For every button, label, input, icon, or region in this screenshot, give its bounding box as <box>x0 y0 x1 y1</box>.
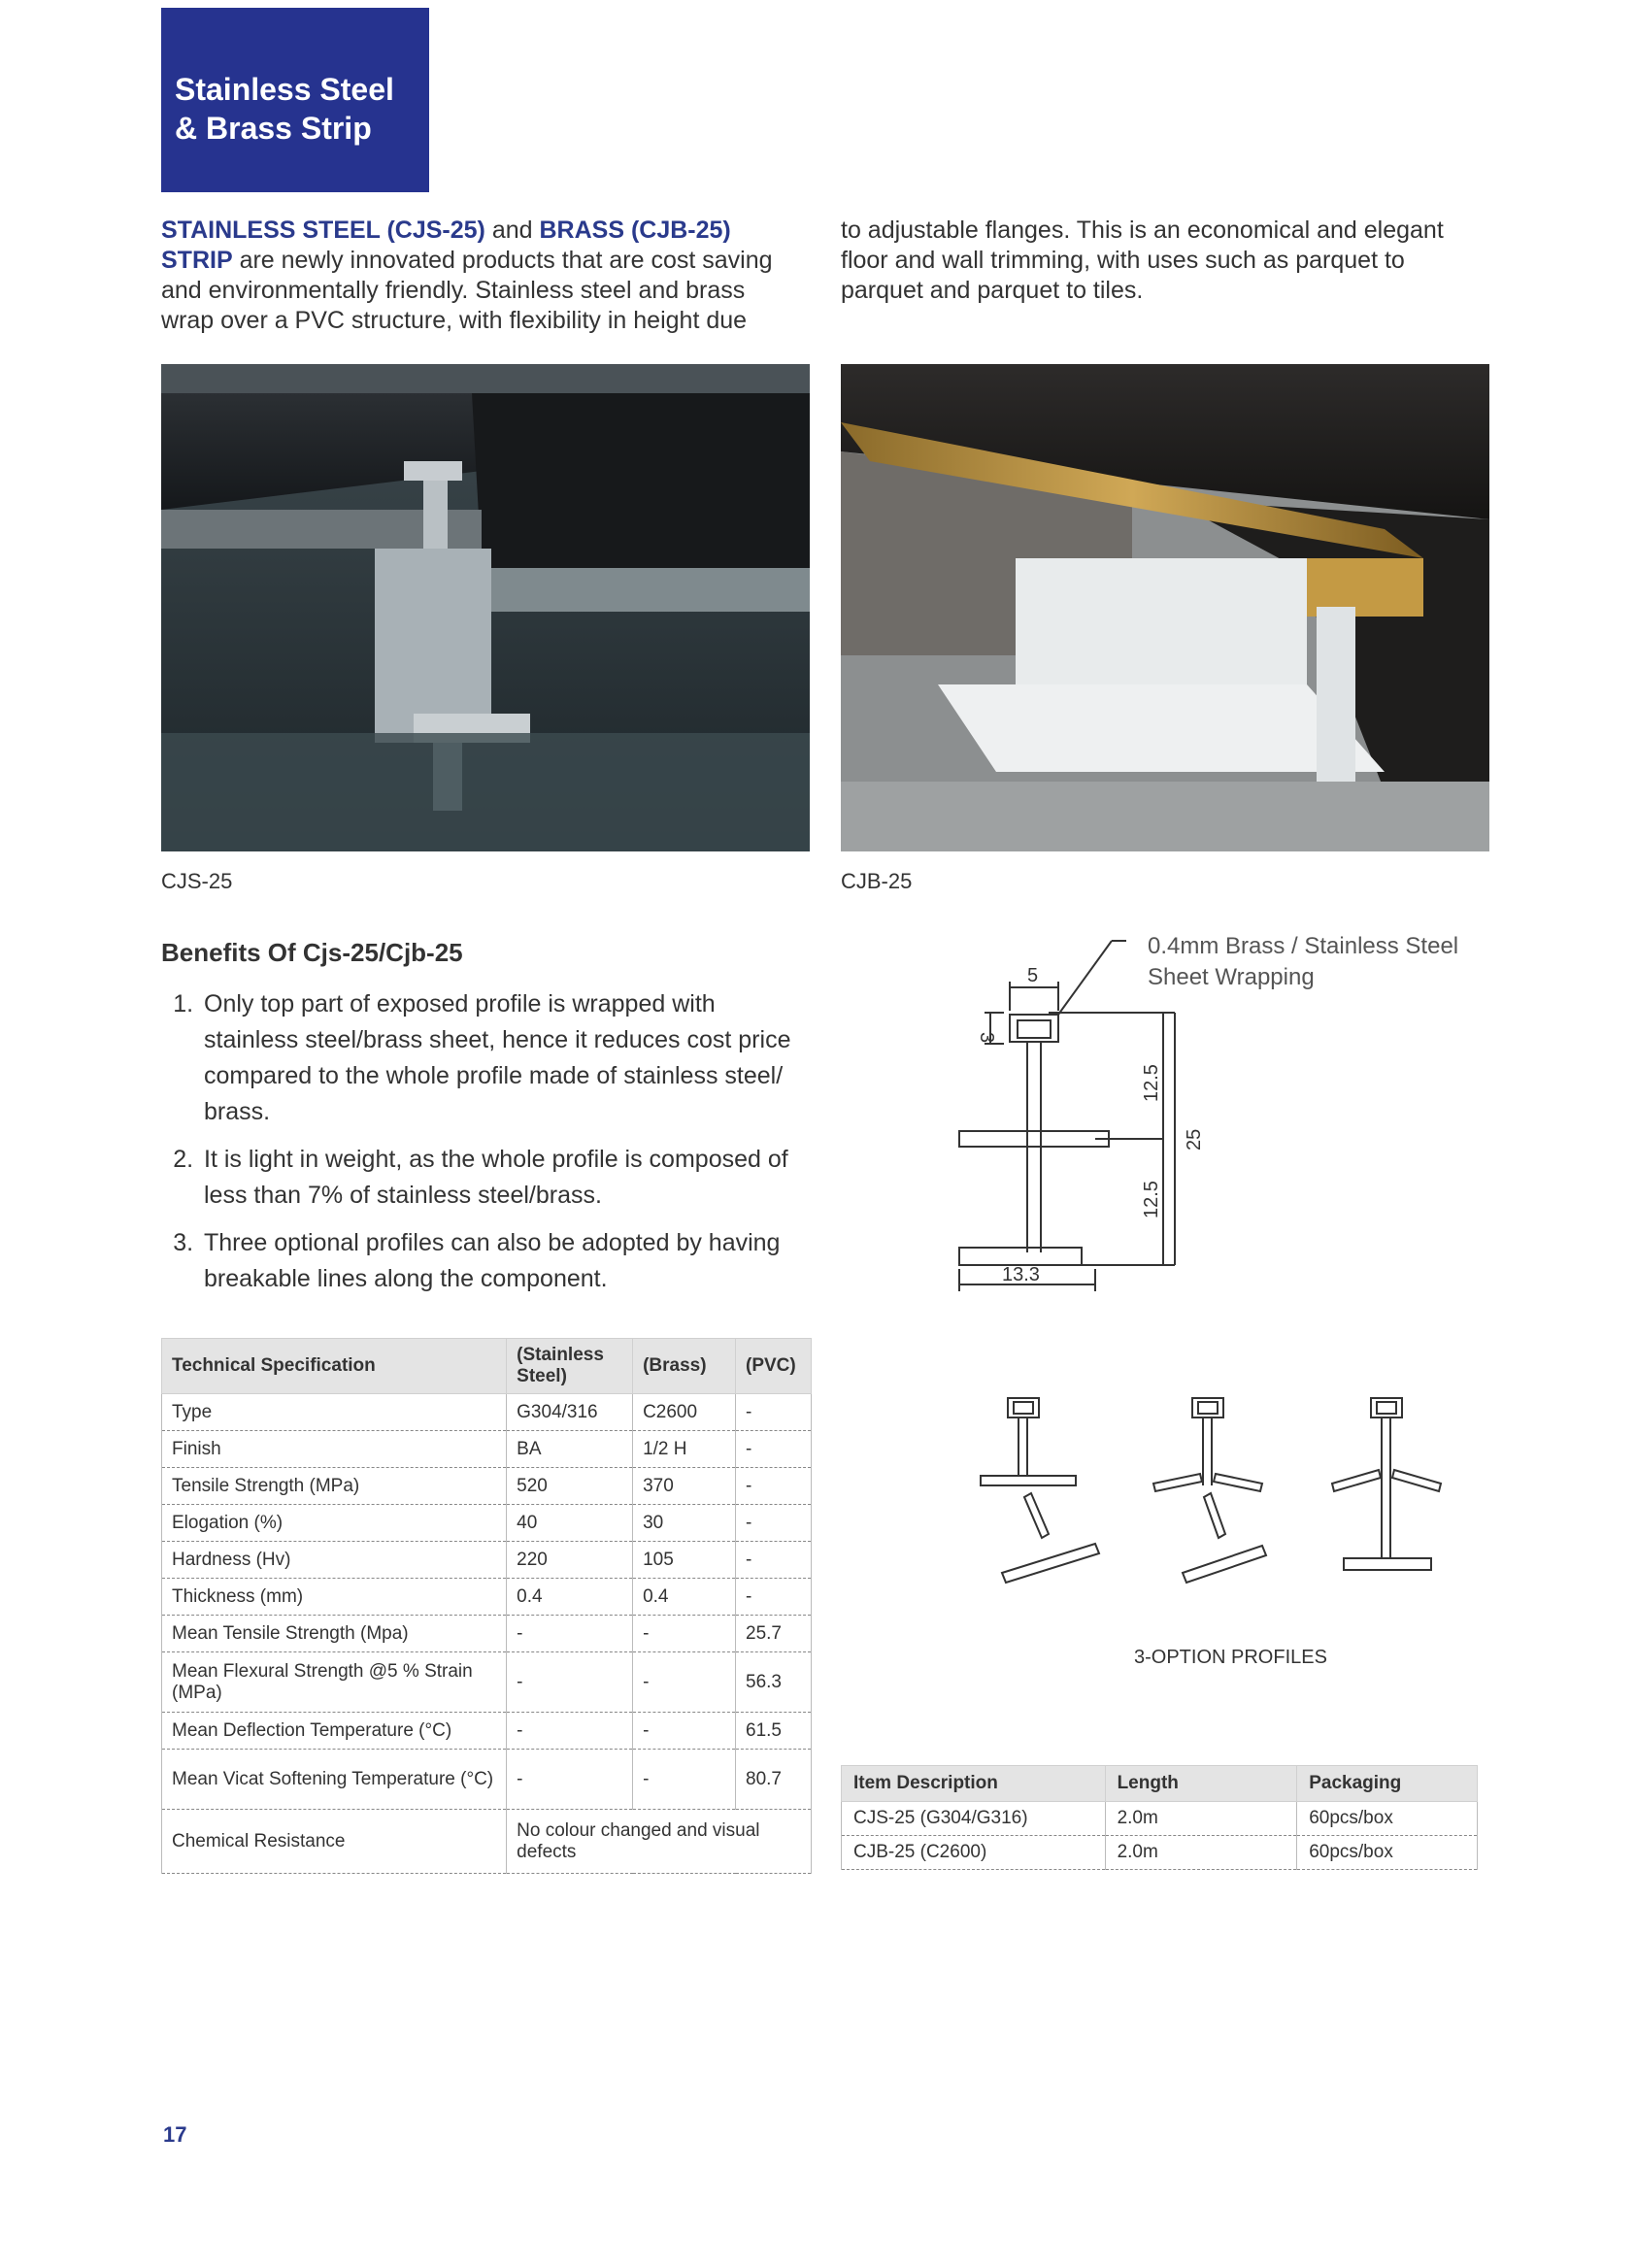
spec-cell: 56.3 <box>736 1652 812 1713</box>
dim-total: 25 <box>1184 1128 1205 1151</box>
spec-cell: BA <box>507 1431 633 1468</box>
benefit-item: 2. It is light in weight, as the whole profile is composed of less than 7% of stainless steel/brass. <box>200 1142 814 1214</box>
table-row <box>162 1394 812 1431</box>
table-row <box>162 1431 812 1468</box>
table-row <box>842 1836 1478 1870</box>
spec-cell: 0.4 <box>507 1579 633 1616</box>
spec-cell: - <box>736 1505 812 1542</box>
dim-lower: 12.5 <box>1141 1181 1162 1218</box>
spec-cell: Mean Vicat Softening Temperature (°C) <box>162 1750 507 1810</box>
table-row <box>162 1468 812 1505</box>
items-table-wrap <box>841 1765 1478 1870</box>
spec-cell: - <box>736 1542 812 1579</box>
spec-cell: Finish <box>162 1431 507 1468</box>
benefit-item: 1. Only top part of exposed profile is wrapped with stainless steel/brass sheet, hence it reduces cost price compared to the whole profile made of stainless steel/ brass. <box>200 986 814 1130</box>
spec-cell: 1/2 H <box>633 1431 736 1468</box>
spec-header: (Brass) <box>633 1339 736 1394</box>
table-row <box>162 1750 812 1810</box>
spec-cell: - <box>736 1579 812 1616</box>
caption-cjb-25: CJB-25 <box>841 869 913 893</box>
title-line-1: Stainless Steel <box>175 72 394 107</box>
wrapping-label-line2: Sheet Wrapping <box>1148 964 1315 990</box>
spec-cell: - <box>633 1713 736 1750</box>
spec-cell: 61.5 <box>736 1713 812 1750</box>
intro-text-left: are newly innovated products that are cost saving and environmentally friendly. Stainless steel and brass wrap over a PVC structure, with flexibility in height due <box>161 247 773 334</box>
spec-cell: - <box>507 1616 633 1652</box>
spec-cell: 25.7 <box>736 1616 812 1652</box>
photo-cjb-25 <box>841 364 1489 851</box>
spec-cell: - <box>736 1468 812 1505</box>
spec-header: Technical Specification <box>162 1339 507 1394</box>
spec-cell: 370 <box>633 1468 736 1505</box>
table-row <box>162 1616 812 1652</box>
spec-cell: 105 <box>633 1542 736 1579</box>
three-option-profiles <box>971 1388 1476 1612</box>
dim-base: 13.3 <box>1002 1264 1040 1285</box>
table-row <box>162 1505 812 1542</box>
spec-cell: C2600 <box>633 1394 736 1431</box>
intro-left <box>161 216 802 336</box>
items-cell: 2.0m <box>1105 1802 1297 1836</box>
table-row <box>162 1579 812 1616</box>
spec-table <box>161 1338 812 1874</box>
caption-cjs-25: CJS-25 <box>161 869 233 893</box>
dim-top: 5 <box>1027 965 1039 986</box>
dim-cap: 3 <box>976 1032 997 1044</box>
photo-cjs-25 <box>161 364 810 851</box>
spec-header-row <box>162 1339 812 1394</box>
table-row <box>162 1542 812 1579</box>
spec-cell: - <box>736 1394 812 1431</box>
strip-label: STRIP <box>161 247 233 274</box>
spec-table-wrap <box>161 1338 812 1874</box>
spec-cell: - <box>507 1750 633 1810</box>
intro-right: to adjustable flanges. This is an economical and elegant floor and wall trimming, with uses such as parquet to parquet and parquet to tiles. <box>841 217 1444 304</box>
spec-cell: 0.4 <box>633 1579 736 1616</box>
items-header-row <box>842 1766 1478 1802</box>
dim-upper: 12.5 <box>1141 1064 1162 1102</box>
spec-cell: - <box>633 1750 736 1810</box>
spec-cell: - <box>507 1652 633 1713</box>
items-cell: CJS-25 (G304/G316) <box>842 1802 1106 1836</box>
spec-cell: - <box>736 1431 812 1468</box>
benefits-title: Benefits Of Cjs-25/Cjb-25 <box>161 938 463 967</box>
items-header: Length <box>1105 1766 1297 1802</box>
title-line-2: & Brass Strip <box>175 111 372 146</box>
items-cell: 2.0m <box>1105 1836 1297 1870</box>
chemical-value: No colour changed and visual defects <box>507 1810 812 1874</box>
wrapping-label <box>1148 931 1458 993</box>
wrapping-label-line1: 0.4mm Brass / Stainless Steel <box>1148 933 1459 959</box>
spec-cell: Hardness (Hv) <box>162 1542 507 1579</box>
items-cell: 60pcs/box <box>1297 1802 1478 1836</box>
table-row <box>842 1802 1478 1836</box>
spec-cell: G304/316 <box>507 1394 633 1431</box>
spec-cell: 520 <box>507 1468 633 1505</box>
spec-cell: Type <box>162 1394 507 1431</box>
items-header: Item Description <box>842 1766 1106 1802</box>
spec-cell: Mean Tensile Strength (Mpa) <box>162 1616 507 1652</box>
items-table <box>841 1765 1478 1870</box>
and-word: and <box>491 217 533 244</box>
benefits-list <box>161 986 814 1309</box>
spec-cell: - <box>507 1713 633 1750</box>
options-caption: 3-OPTION PROFILES <box>1134 1647 1327 1668</box>
steel-label: STAINLESS STEEL (CJS-25) <box>161 217 485 244</box>
spec-cell: Thickness (mm) <box>162 1579 507 1616</box>
items-cell: CJB-25 (C2600) <box>842 1836 1106 1870</box>
items-cell: 60pcs/box <box>1297 1836 1478 1870</box>
spec-cell: Mean Deflection Temperature (°C) <box>162 1713 507 1750</box>
spec-header: (Stainless Steel) <box>507 1339 633 1394</box>
table-row <box>162 1652 812 1713</box>
spec-cell: 220 <box>507 1542 633 1579</box>
spec-cell: 40 <box>507 1505 633 1542</box>
spec-cell: - <box>633 1616 736 1652</box>
benefit-item: 3. Three optional profiles can also be adopted by having breakable lines along the component. <box>200 1225 814 1297</box>
table-row <box>162 1713 812 1750</box>
chemical-label: Chemical Resistance <box>162 1810 507 1874</box>
spec-cell: Elogation (%) <box>162 1505 507 1542</box>
section-title-box <box>161 8 429 192</box>
table-row <box>162 1810 812 1874</box>
page-number: 17 <box>163 2122 187 2147</box>
spec-cell: Mean Flexural Strength @5 % Strain (MPa) <box>162 1652 507 1713</box>
spec-cell: Tensile Strength (MPa) <box>162 1468 507 1505</box>
spec-header: (PVC) <box>736 1339 812 1394</box>
items-header: Packaging <box>1297 1766 1478 1802</box>
brass-label: BRASS (CJB-25) <box>539 217 731 244</box>
spec-cell: - <box>633 1652 736 1713</box>
spec-cell: 30 <box>633 1505 736 1542</box>
spec-cell: 80.7 <box>736 1750 812 1810</box>
